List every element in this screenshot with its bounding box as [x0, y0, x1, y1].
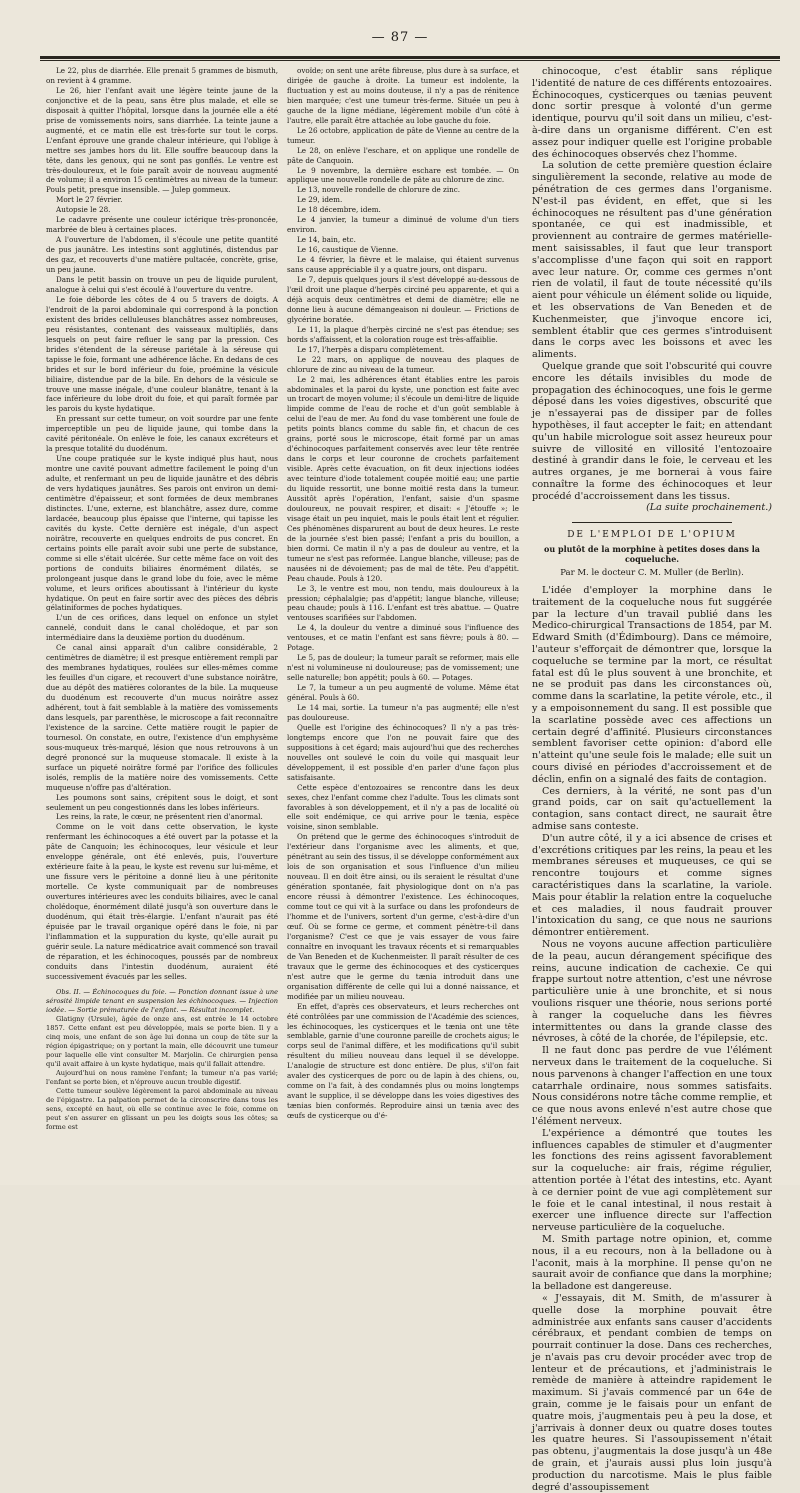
paragraph: Quelle est l'origine des échinocoques? Il n'y a pas très-longtemps encore que l'on ne pouvait faire que des suppositions à cet égard; mais aujourd'hui que des recherches nouvelles ont soulevé le coin du voile qui masquait leur développement, il est possible d'en parler d'une façon plus satisfaisante. [287, 722, 519, 782]
paragraph: Les reins, la rate, le cœur, ne présentent rien d'anormal. [56, 812, 263, 822]
paragraph: Le 22 mars, on applique de nouveau des plaques de chlorure de zinc au niveau de la tumeur. [287, 354, 519, 374]
paragraph: Le 26, hier l'enfant avait une légère teinte jaune de la conjonctive et de la peau, sans être plus malade, et elle se disposait à quitter l'hôpital, lorsque dans la journée elle a été prise de vomissements noirs, sans diarrhée. La teinte jaune a augmenté, et ce matin elle est très-forte sur tout le corps. L'enfant éprouve une grande chaleur intérieure, qui l'oblige à mettre ses jambes hors du lit. Elle souffre beaucoup dans la tête, dans les genoux, qui ne sont pas gonflés. Le ventre est très-douloureux, et le foie paraît avoir de nouveau augmenté de volume; il a environ 15 centimètres au niveau de la tumeur. Pouls petit, presque insensible. — Julep gommeux. [46, 85, 278, 195]
paragraph: Le 11, la plaque d'herpès circiné ne s'est pas étendue; ses bords s'affaissent, et la coloration rouge est très-affaiblie. [287, 324, 519, 344]
header-rule-thin [40, 60, 780, 61]
paragraph: Une coupe pratiquée sur le kyste indiqué plus haut, nous montre une cavité pouvant admettre facilement le poing d'un adulte, et renfermant un peu de liquide jaunâtre et des débris de vers hydatiques jaunâtres. Ses parois ont environ un demi-centimètre d'épaisseur, et sont formées de deux membranes distinctes. L'une, externe, est blanchâtre, assez dure, comme lardacée, beaucoup plus épaisse que l'interne, qui tapisse les cavités du kyste. Cette dernière est inégale, d'un aspect noirâtre, recouverte en quelques endroits de pus concret. En certains points elle paraît avoir subi une perte de substance, comme si elle s'était ulcérée. Sur cette même face on voit des portions de conduits biliaires énormément dilatés, se prolongeant jusque dans le grand lobe du foie, avec le même volume, et leurs orifices aboutissant à l'intérieur du kyste hydatique. On peut en faire sortir avec des pièces des débris gélatiniformes de poches hydatiques. [46, 454, 278, 613]
paragraph: Le 7, depuis quelques jours il s'est développé au-dessous de l'œil droit une plaque d'herpès circiné peu apparente, et qui a déjà acquis deux centimètres et demi de diamètre; elle ne donne lieu à aucune démangeaison ni douleur. — Frictions de glycérine boratée. [287, 275, 519, 324]
paragraph: Il ne faut donc pas perdre de vue l'élément nerveux dans le traitement de la coqueluche. Si nous parvenons à changer l'affection en une toux catarrhale ordinaire, nous sommes satisfaits. Nous considérons notre tâche comme remplie, et ce que nous avons enlevé n'est autre chose que l'élément nerveux. [532, 1045, 772, 1127]
paragraph: Le 18 décembre, idem. [297, 205, 381, 215]
paragraph: Aujourd'hui on nous ramène l'enfant; la tumeur n'a pas varié; l'enfant se porte bien, et n'éprouve aucun trouble digestif. [46, 1068, 278, 1086]
section-subtitle: ou plutôt de la morphine à petites doses dans la coqueluche. [544, 544, 760, 565]
paragraph: Le 4 février, la fièvre et le malaise, qui étaient survenus sans cause appréciable il y a quatre jours, ont disparu. [287, 255, 519, 275]
paragraph: Le 17, l'herpès a disparu complètement. [297, 344, 445, 354]
paragraph: Le foie déborde les côtes de 4 ou 5 travers de doigts. A l'endroit de la paroi abdominale qui correspond à la ponction existent des brides celluleuses blanchâtres assez nombreuses, peu résistantes, contenant des vaisseaux multipliés, dans lesquels on peut faire refluer le sang par la pression. Ces brides s'étendent de la séreuse pariétale à la séreuse qui tapisse le foie, formant une adhérence lâche. En dedans de ces brides et sur le bord inférieur du foie, proémine la vésicule biliaire, distendue par de la bile. En dehors de la vésicule se trouve une masse inégale, d'une couleur blanâtre, tenant à la face inférieure du lobe droit du foie, et qui paraît formée par les parois du kyste hydatique. [46, 294, 278, 414]
paragraph: Le 3, le ventre est mou, non tendu, mais douloureux à la pression; céphalalgie; pas d'appétit; langue blanche, villeuse; peau chaude; pouls à 116. L'enfant est très abattue. — Quatre ventouses scarifiées sur l'abdomen. [287, 583, 519, 623]
column-right [532, 66, 772, 1493]
paragraph: Le cadavre présente une couleur ictérique très-prononcée, marbrée de bleu à certaines places. [46, 215, 278, 235]
column-left [46, 66, 278, 1178]
section-divider [572, 522, 732, 523]
paragraph: Nous ne voyons aucune affection particulière de la peau, aucun dérangement spécifique des reins, aucune indication de cachexie. Ce qui frappe surtout notre attention, c'est une névrose particulière unie à une bronchite, et si nous voulions risquer une théorie, nous serions porté à ranger la coqueluche dans les fièvres intermittentes ou dans la grande classe des névroses, à côté de la chorée, de l'épilepsie, etc. [532, 939, 772, 1045]
header-rule [40, 56, 780, 59]
paragraph: M. Smith partage notre opinion, et, comme nous, il a eu recours, non à la belladone ou à l'aconit, mais à la morphine. Il pense qu'on ne saurait avoir de confiance que dans la morphine; la belladone est dangereuse. [532, 1233, 772, 1293]
paragraph: L'un de ces orifices, dans lequel on enfonce un stylet cannelé, conduit dans le canal cholédoque, et par son intermédiaire dans la deuxième portion du duodénum. [46, 613, 278, 643]
paragraph: Le 26 octobre, application de pâte de Vienne au centre de la tumeur. [287, 125, 519, 145]
paragraph: Dans le petit bassin on trouve un peu de liquide purulent, analogue à celui qui s'est écoulé à l'ouverture du ventre. [46, 275, 278, 294]
column-middle [287, 66, 519, 1178]
paragraph: ovoïde; on sent une arête fibreuse, plus dure à sa surface, et dirigée de gauche à droite. La tumeur est indolente, la fluctuation y est au moins douteuse, il n'y a pas de rénitence bien marquée; c'est une tumeur très-ferme. Située un peu à gauche de la ligne médiane, légèrement mobile d'un côté à l'autre, elle paraît être attachée au lobe gauche du foie. [287, 66, 519, 125]
paragraph: Le 5, pas de douleur; la tumeur paraît se reformer, mais elle n'est ni volumineuse ni douloureuse; pas de vomissement; une selle naturelle; bon appétit; pouls à 60. — Potages. [287, 653, 519, 683]
paragraph: Le 29, idem. [297, 195, 343, 205]
paragraph: A l'ouverture de l'abdomen, il s'écoule une petite quantité de pus jaunâtre. Les intestins sont agglutinés, distendus par des gaz, et recouverts d'une matière pultacée, concrète, grise, un peu jaune. [46, 235, 278, 275]
article-author: Par M. le docteur C. M. Muller (de Berlin). [560, 568, 744, 579]
paragraph: Le 14, bain, etc. [297, 235, 356, 245]
paragraph: Mort le 27 février. [56, 195, 123, 205]
paragraph: On prétend que le germe des échinocoques s'introduit de l'extérieur dans l'organisme avec les aliments, et que, pénétrant au sein des tissus, il se développe conformément aux lois de son organisation et sous l'influence d'un milieu nouveau. Il en doit être ainsi, ou ils seraient le résultat d'une génération spontanée, fait physiologique dont on n'a pas encore réussi à démontrer l'existence. Les échinocoques, comme tout ce qui vit à la surface ou dans les profondeurs de l'homme et de l'univers, sortent d'un germe, c'est-à-dire d'un œuf. Où se forme ce germe, et comment pénètre-t-il dans l'organisme? C'est ce que je vais essayer de vous faire connaître en invoquant les travaux récents et si remarquables de Van Beneden et de Kuchenmeister. Il paraît résulter de ces travaux que le germe des échinocoques et des cysticerques n'est autre que le germe du tænia introduit dans une organisation différente de celle qui lui a donné naissance, et modifiée par un milieu nouveau. [287, 832, 519, 1001]
paragraph: chinocoque, c'est établir sans réplique l'identité de nature de ces différents entozoaires. Échinocoques, cysticerques ou tænias peuvent donc sortir presque à volonté d'un germe identique, pourvu qu'il soit dans un milieu, c'est-à-dire dans un organisme différent. C'en est assez pour indiquer quelle est l'origine probable des échinocoques observés chez l'homme. [532, 66, 772, 160]
paragraph: Comme on le voit dans cette observation, le kyste renfermant les échinocoques a été ouvert par la potasse et la pâte de Canquoin; les échinocoques, leur vésicule et leur enveloppe générale, ont été enlevés, puis, l'ouverture extérieure faite à la peau, le kyste est revenu sur lui-même, et une fissure vers le péritoine a donné lieu à une péritonite mortelle. Ce kyste communiquait par de nombreuses ouvertures intérieures avec les conduits biliaires, avec le canal cholédoque, énormément dilaté jusqu'à son ouverture dans le duodénum, qui était très-élargie. L'enfant n'aurait pas été épuisée par le travail organique opéré dans le foie, ni par l'inflammation et la suppuration du kyste, qu'elle aurait pu guérir seule. La nature médicatrice avait commencé son travail de réparation, et les échinocoques, poussés par de nombreux conduits dans l'intestin duodénum, auraient été successivement évacués par les selles. [46, 822, 278, 981]
section-title: DE L'EMPLOI DE L'OPIUM [567, 530, 737, 541]
paragraph: Cette tumeur soulève légèrement la paroi abdominale au niveau de l'épigastre. La palpation permet de la circonscrire dans tous les sens, excepté en haut, où elle se continue avec le foie, comme on peut s'en assurer en glissant un peu les doigts sous les côtes; sa forme est [46, 1086, 278, 1131]
page-number: — 87 — [371, 30, 429, 45]
paragraph: L'expérience a démontré que toutes les influences capables de stimuler et d'augmenter les fonctions des reins agissent favorablement sur la coqueluche: air frais, régime régulier, attention portée à l'état des intestins, etc. Ayant à ce dernier point de vue agi complètement sur le foie et le canal intestinal, il nous restait à exercer une influence directe sur l'affection nerveuse particulière de la coqueluche. [532, 1127, 772, 1234]
paragraph: Le 22, plus de diarrhée. Elle prenait 5 grammes de bismuth, on revient à 4 gramme. [46, 66, 278, 85]
paragraph: En effet, d'après ces observateurs, et leurs recherches ont été contrôlées par une commission de l'Académie des sciences, les échinocoques, les cysticerques et le tænia ont une tête semblable, garnie d'une couronne pareille de crochets aigus; le corps seul de l'animal diffère, et les modifications qu'il subit résultent du milieu nouveau dans lequel il se développe. L'analogie de structure est donc entière. De plus, s'il'on fait avaler des cysticerques de porc ou de lapin à des chiens, ou, comme on l'a fait, à des condamnés plus ou moins longtemps avant le supplice, il se développe dans les voies digestives des tænias bien conformés. Reproduire ainsi un tænia avec des œufs de cysticerque ou d'é- [287, 1001, 519, 1121]
paragraph: Quelque grande que soit l'obscurité qui couvre encore les détails invisibles du mode de propagation des échinocoques, une fois le germe déposé dans les voies digestives, obscurité que je n'essayerai pas de dissiper par de folles hypothèses, il faut accepter le fait; en attendant qu'un habile micrologue soit assez heureux pour suivre de villosité en villosité l'entozoaire destiné à grandir dans le foie, le cerveau et les autres organes, je me bornerai à vous faire connaître la forme des échinocoques et leur procédé d'accroissement dans les tissus. [532, 360, 772, 502]
paragraph: D'un autre côté, il y a ici absence de crises et d'excrétions critiques par les reins, la peau et les membranes séreuses et muqueuses, ce qui se rencontre toujours et comme signes caractéristiques dans la scarlatine, la variole. Mais pour établir la relation entre la coqueluche et ces maladies, il nous faudrait prouver l'intoxication du sang, ce que nous ne saurions démontrer entièrement. [532, 832, 772, 939]
paragraph: Le 28, on enlève l'eschare, et on applique une rondelle de pâte de Canquoin. [287, 145, 519, 165]
paragraph: Ces derniers, à la vérité, ne sont pas d'un grand poids, car on sait qu'actuellement la contagion, sans contact direct, ne saurait être admise sans conteste. [532, 785, 772, 833]
observation-title: Obs. II. — Échinocoques du foie. — Ponction donnant issue à une sérosité limpide tenant en suspension les échinocoques. — Injection iodée. — Sortie prématurée de l'enfant. — Résultat incomplet. [46, 987, 278, 1014]
paragraph: Le 16, caustique de Vienne. [297, 245, 399, 255]
paragraph: La solution de cette première question éclaire singulièrement la seconde, relative au mode de pénétration de ces germes dans l'organisme. N'est-il pas évident, en effet, que si les échinocoques ne résultent pas d'une génération spontanée, ce qui est inadmissible, et proviennent au contraire de germes matérielle-ment saisissables, il faut que leur transport s'accomplisse d'une façon qui soit en rapport avec leur nature. Or, comme ces germes n'ont rien de volatil, il faut de toute nécessité qu'ils aient pour véhicule un élément solide ou liquide, et les observations de Van Beneden et de Kuchenmeister, que j'invoque encore ici, semblent établir que ces germes s'introduisent dans le corps avec les boissons et avec les aliments. [532, 160, 772, 361]
paragraph: Le 7, la tumeur a un peu augmenté de volume. Même état général. Pouls à 60. [287, 683, 519, 703]
paragraph: Le 13, nouvelle rondelle de chlorure de zinc. [297, 185, 461, 195]
paragraph: Le 9 novembre, la dernière eschare est tombée. — On applique une nouvelle rondelle de pâte au chlorure de zinc. [287, 165, 519, 185]
paragraph: Le 14 mai, sortie. La tumeur n'a pas augmenté; elle n'est pas douloureuse. [287, 703, 519, 722]
paragraph: Autopsie le 28. [56, 205, 111, 215]
paragraph: L'idée d'employer la morphine dans le traitement de la coqueluche nous fut suggérée par la lecture d'un travail publié dans les Medico-chirurgical Transactions de 1854, par M. Edward Smith (d'Édimbourg). Dans ce mémoire, l'auteur s'efforçait de démontrer que, lorsque la coqueluche se termine par la mort, ce résultat fatal est dû le plus souvent à une bronchite, et ne se produit pas dans les circonstances où, comme dans la scarlatine, la petite vérole, etc., il y a empoisonnement du sang. Il est possible que la scarlatine possède avec ces affections un certain degré d'affinité. Plusieurs circonstances semblent favoriser cette opinion: d'abord elle n'atteint qu'une seule fois le malade; elle suit un cours divisé en périodes d'accroissement et de déclin, enfin on a signalé des faits de contagion. [532, 585, 772, 785]
paragraph: Le 2 mai, les adhérences étant établies entre les parois abdominales et la paroi du kyste, une ponction est faite avec un trocart de moyen volume; il s'écoule un demi-litre de liquide limpide comme de l'eau de roche et d'un goût semblable à celui de l'eau de mer. Au fond du vase tombèrent une foule de petits points blancs comme du sable fin, et chacun de ces grains, porté sous le microscope, était formé par un amas d'échinocoques parfaitement conservés avec leur tête rentrée dans le corps et leur couronne de crochets parfaitement visible. Après cette évacuation, on fit deux injections iodées avec teinture d'iode totalement coupée moitié eau; une partie du liquide ressortit, une bonne moitié resta dans la tumeur. Aussitôt après l'opération, l'enfant, saisie d'un spasme douloureux, ne pouvait respirer, et disait: « J'étouffe »; le visage était un peu inquiet, mais le pouls était lent et régulier. Ces phénomènes disparurent au bout de deux heures. Le reste de la journée s'est bien passé; l'enfant a pris du bouillon, a bien dormi. Ce matin il n'y a pas de douleur au ventre, et la tumeur ne s'est pas reformée. Langue blanche, villeuse; pas de nausées ni de dévoiement; pas de mal de tête. Peu d'appétit. Peau chaude. Pouls à 120. [287, 374, 519, 583]
paragraph: Cette espèce d'entozoaires se rencontre dans les deux sexes, chez l'enfant comme chez l'adulte. Tous les climats sont favorables à son développement, et il n'y a pas de localité où elle soit endémique, ce qui arrive pour le tænia, espèce voisine, sinon semblable. [287, 782, 519, 832]
to-be-continued: (La suite prochainement.) [646, 502, 772, 514]
paragraph: En pressant sur cette tumeur, on voit sourdre par une fente imperceptible un peu de liquide jaune, qui tombe dans la cavité péritonéale. On enlève le foie, les canaux excréteurs et la presque totalité du duodénum. [46, 414, 278, 454]
paragraph: « J'essayais, dit M. Smith, de m'assurer à quelle dose la morphine pouvait être administrée aux enfants sans causer d'accidents cérébraux, et pendant combien de temps on pourrait continuer la dose. Dans ces recherches, je n'avais pas cru devoir procéder avec trop de lenteur et de précautions, et j'administrais le remède de manière à atteindre rapidement le maximum. Si j'avais commencé par un 64e de grain, comme je le faisais pour un enfant de quatre mois, j'augmentais peu à peu la dose, et j'arrivais à donner deux ou quatre doses toutes les quatre heures. Si l'assoupissement n'était pas obtenu, j'augmentais la dose jusqu'à un 48e de grain, et j'aurais aussi plus loin jusqu'à production du narcotisme. Mais le plus faible degré d'assoupissement [532, 1292, 772, 1493]
paragraph: Glatigny (Ursule), âgée de onze ans, est entrée le 14 octobre 1857. Cette enfant est peu développée, mais se porte bien. Il y a cinq mois, une enfant de son âge lui donna un coup de tête sur la région épigastrique; on y portant la main, elle découvrit une tumeur pour laquelle elle vint consulter M. Marjolin. Ce chirurgien pensa qu'il avait affaire à un kyste hydatique, mais qu'il fallait attendre. [46, 1014, 278, 1068]
paragraph: Ce canal ainsi apparaît d'un calibre considérable, 2 centimètres de diamètre; il est presque entièrement rempli par des membranes hydatiques, roulées sur elles-mêmes comme les feuilles d'un cigare, et recouvert d'une substance noirâtre, due au dépôt des matières colorantes de la bile. La muqueuse du duodénum est recouverte d'un mucus noirâtre assez adhérent, tout à fait semblable à la matière des vomissements dans lesquels, par parenthèse, le microscope a fait reconnaître l'existence de la sarcine. Cette matière rougit le papier de tournesol. On constate, en outre, l'existence d'un emphysème sous-muqueux très-marqué, lésion que nous retrouvons à un degré prononcé sur la muqueuse stomacale. Il existe à la surface un piqueté noirâtre formé par l'orifice des follicules isolés, remplis de la matière noire des vomissements. Cette muqueuse n'offre pas d'altération. [46, 643, 278, 792]
paragraph: Le 4, la douleur du ventre a diminué sous l'influence des ventouses, et ce matin l'enfant est sans fièvre; pouls à 80. — Potage. [287, 623, 519, 653]
paragraph: Le 4 janvier, la tumeur a diminué de volume d'un tiers environ. [287, 215, 519, 235]
paragraph: Les poumons sont sains, crépitent sous le doigt, et sont seulement un peu congestionnés dans les lobes inférieurs. [46, 792, 278, 812]
